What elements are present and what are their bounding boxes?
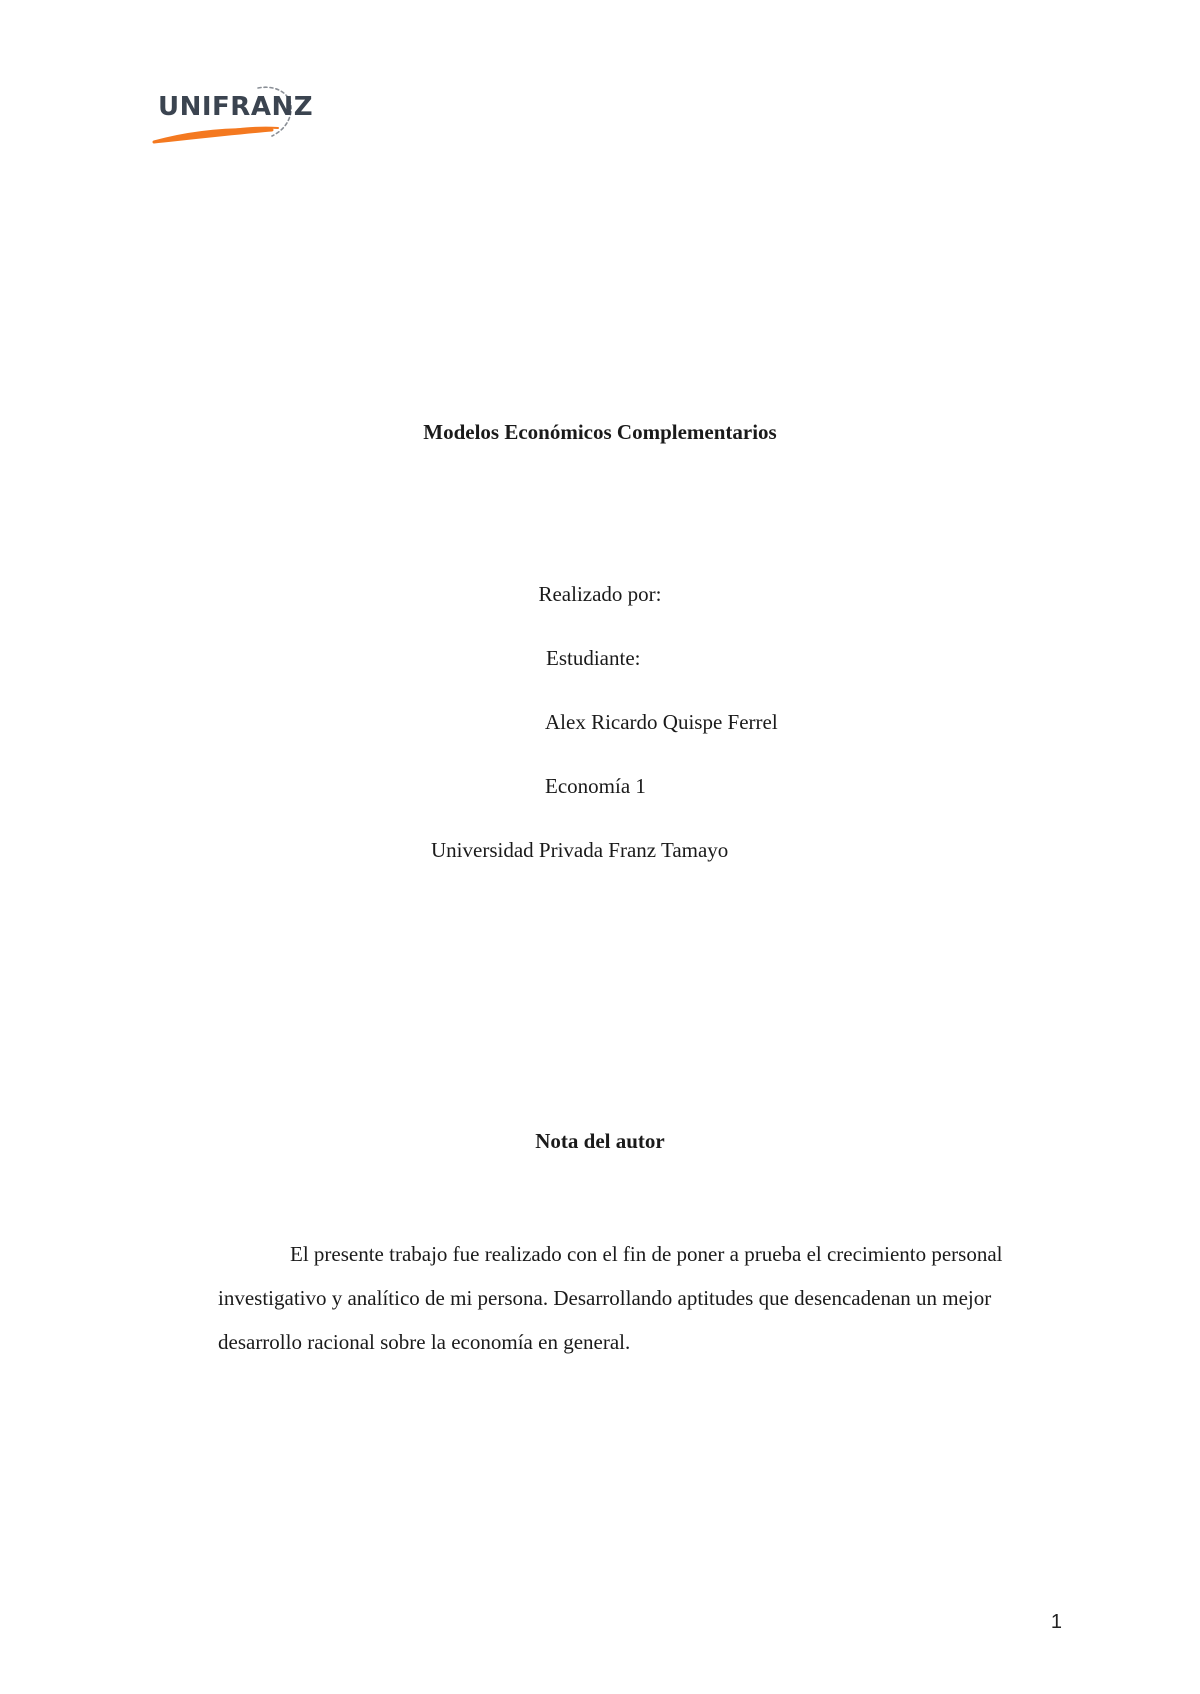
author-note-paragraph: El presente trabajo fue realizado con el fin de poner a prueba el crecimiento personal investigativo y analítico de mi persona. Desarrollando aptitudes que desencadenan un mejor desarrollo racional sobre la economía en general. xyxy=(218,1242,1003,1354)
student-name: Alex Ricardo Quispe Ferrel xyxy=(545,710,778,734)
course-name: Economía 1 xyxy=(545,774,646,798)
made-by-label: Realizado por: xyxy=(538,582,662,606)
page-number: 1 xyxy=(1050,1611,1062,1633)
unifranz-logo xyxy=(150,82,314,152)
document-title: Modelos Económicos Complementarios xyxy=(423,420,777,444)
university-name: Universidad Privada Franz Tamayo xyxy=(431,838,729,862)
logo-wordmark: UNIFRANZ xyxy=(158,92,314,122)
author-note-heading: Nota del autor xyxy=(535,1129,665,1153)
student-label: Estudiante: xyxy=(546,646,641,670)
